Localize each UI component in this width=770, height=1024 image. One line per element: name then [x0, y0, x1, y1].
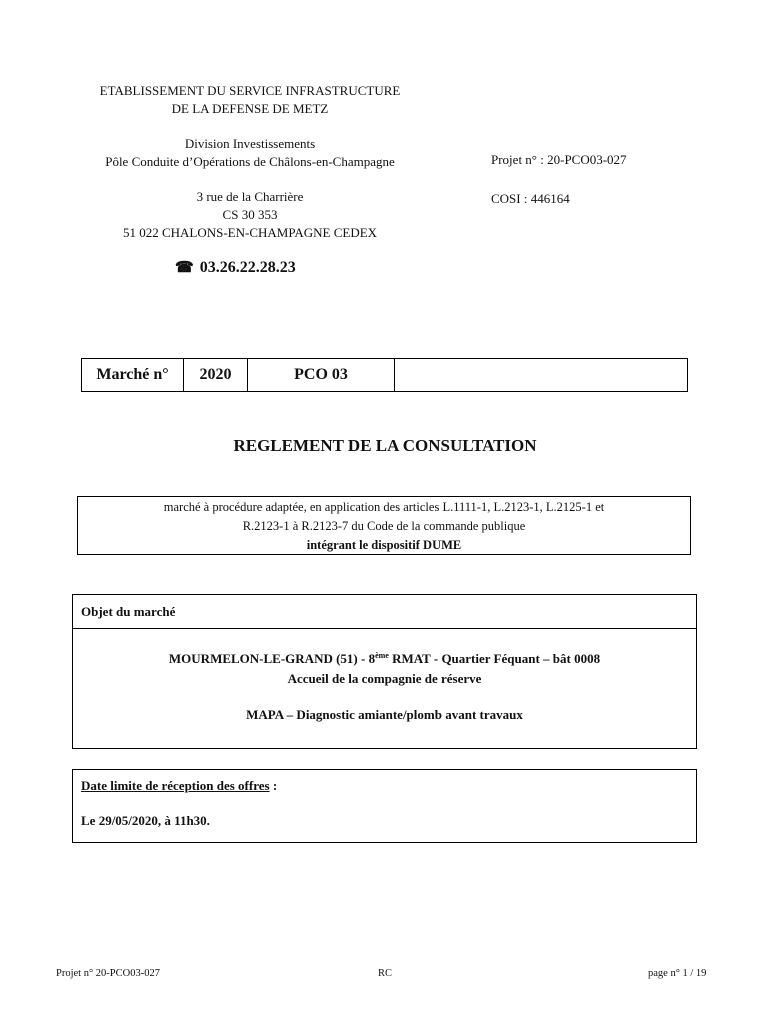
deadline-label-line: [81, 778, 696, 794]
address-city: 51 022 CHALONS-EN-CHAMPAGNE CEDEX: [122, 225, 378, 240]
procedure-line-3: intégrant le dispositif DUME: [306, 538, 462, 552]
cosi-number: COSI : 446164: [491, 191, 570, 206]
phone-icon: ☎: [175, 260, 194, 276]
objet-box: [72, 594, 697, 749]
marche-extra: [395, 359, 687, 391]
marche-year: 2020: [184, 359, 248, 391]
deadline-date: Le 29/05/2020, à 11h30.: [81, 813, 210, 828]
footer-doc-type: RC: [378, 968, 393, 979]
footer-page-number: page n° 1 / 19: [648, 968, 707, 979]
address-cs: CS 30 353: [222, 207, 278, 222]
procedure-line-2: R.2123-1 à R.2123-7 du Code de la commande publique: [242, 519, 526, 533]
division-name: Division Investissements: [184, 136, 316, 151]
objet-header: Objet du marché: [73, 595, 696, 629]
phone-number: 03.26.22.28.23: [199, 259, 296, 276]
address-street: 3 rue de la Charrière: [196, 189, 304, 204]
projet-number: Projet n° : 20-PCO03-027: [491, 152, 627, 167]
objet-line-3: MAPA – Diagnostic amiante/plomb avant travaux: [246, 707, 523, 722]
procedure-line-1: marché à procédure adaptée, en application des articles L.1111-1, L.2123-1, L.2125-1 et: [163, 500, 605, 514]
objet-line-2: Accueil de la compagnie de réserve: [287, 671, 482, 686]
procedure-box: [77, 496, 691, 555]
org-header: [60, 82, 440, 118]
objet-line-1: [73, 649, 696, 669]
footer-projet: Projet n° 20-PCO03-027: [56, 968, 160, 979]
org-line-1: ETABLISSEMENT DU SERVICE INFRASTRUCTURE: [99, 83, 401, 98]
marche-label: Marché n°: [82, 359, 184, 391]
deadline-colon: :: [269, 778, 278, 793]
org-line-2: DE LA DEFENSE DE METZ: [171, 101, 329, 116]
objet-body: [73, 649, 696, 725]
division-block: [60, 135, 440, 171]
deadline-box: [72, 769, 697, 843]
deadline-label: Date limite de réception des offres: [81, 778, 270, 793]
objet-line-1-post: RMAT - Quartier Féquant – bât 0008: [388, 651, 601, 666]
marche-code: PCO 03: [248, 359, 395, 391]
objet-line-1-sup: ème: [375, 651, 389, 660]
marche-table: [81, 358, 688, 392]
page-title: REGLEMENT DE LA CONSULTATION: [233, 436, 537, 455]
pole-name: Pôle Conduite d’Opérations de Châlons-en-Champagne: [105, 154, 395, 169]
address-block: [60, 188, 440, 242]
objet-line-1-pre: MOURMELON-LE-GRAND (51) - 8: [168, 651, 376, 666]
phone-line: [175, 258, 296, 277]
